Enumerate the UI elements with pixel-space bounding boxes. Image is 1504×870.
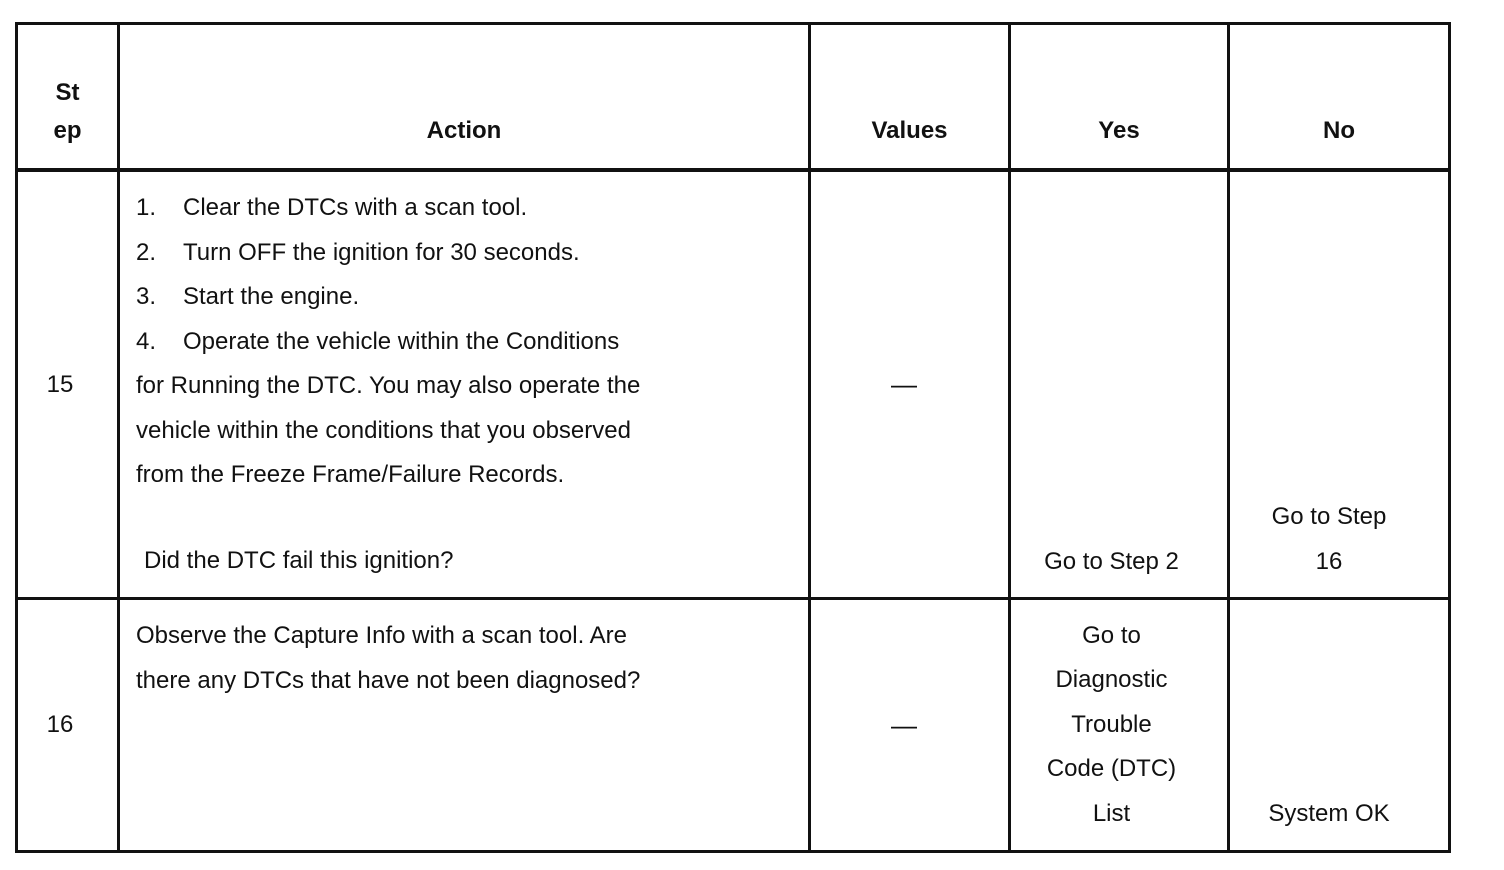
row-16-step xyxy=(18,600,102,850)
values-dash: — xyxy=(891,369,917,399)
row-16-action xyxy=(136,614,806,703)
list-item-number: 1. xyxy=(136,194,157,221)
row-16-step-number: 16 xyxy=(46,711,74,738)
action-line: there any DTCs that have not been diagnosed? xyxy=(136,666,641,694)
no-line: 16 xyxy=(1315,547,1343,575)
yes-line: Diagnostic xyxy=(1055,666,1168,693)
list-item-number: 4. xyxy=(136,327,157,355)
no-line: System OK xyxy=(1268,799,1390,827)
row-15-step xyxy=(18,172,102,597)
list-item-text: Clear the DTCs with a scan tool. xyxy=(183,194,528,221)
list-item-number: 2. xyxy=(136,238,157,266)
list-item xyxy=(136,275,806,320)
header-yes-label: Yes xyxy=(1098,117,1140,144)
header-step-line1: St xyxy=(55,79,80,106)
yes-line: Go to Step 2 xyxy=(1044,547,1179,575)
yes-line: Code (DTC) xyxy=(1046,755,1177,782)
no-line: Go to Step xyxy=(1271,503,1387,530)
row-15-no xyxy=(1230,172,1428,584)
values-dash: — xyxy=(891,709,917,740)
table-border-right xyxy=(1448,22,1451,853)
header-step-line2: ep xyxy=(53,117,82,144)
row-15-question xyxy=(144,539,804,584)
action-continuation-line: from the Freeze Frame/Failure Records. xyxy=(136,461,565,488)
action-line: Observe the Capture Info with a scan tool. Are xyxy=(136,622,627,649)
row-15-yes xyxy=(1011,172,1212,584)
question-text: Did the DTC fail this ignition? xyxy=(144,547,454,574)
list-item-text: Start the engine. xyxy=(183,283,360,310)
row-15-action xyxy=(136,186,806,498)
yes-line: Trouble xyxy=(1071,710,1152,738)
row-16-yes xyxy=(1011,600,1212,836)
list-item-text: Operate the vehicle within the Conditions xyxy=(183,327,620,355)
row-15-step-number: 15 xyxy=(46,370,74,398)
row-16-values xyxy=(811,600,997,850)
row-16-no xyxy=(1230,600,1428,836)
action-continuation-line: vehicle within the conditions that you observed xyxy=(136,416,631,444)
yes-line: Go to xyxy=(1082,621,1141,649)
yes-line: List xyxy=(1092,799,1131,827)
header-values xyxy=(811,25,1008,168)
header-no xyxy=(1230,25,1448,168)
header-action-label: Action xyxy=(426,117,502,144)
list-item xyxy=(136,231,806,276)
list-item xyxy=(136,186,806,231)
header-values-label: Values xyxy=(871,117,948,144)
header-step xyxy=(18,25,117,168)
header-action xyxy=(120,25,808,168)
action-continuation-line: for Running the DTC. You may also operate the xyxy=(136,372,641,399)
header-yes xyxy=(1011,25,1227,168)
list-item-text: Turn OFF the ignition for 30 seconds. xyxy=(183,238,580,266)
table-border-bottom xyxy=(15,850,1451,853)
list-item xyxy=(136,320,806,365)
header-no-label: No xyxy=(1323,117,1355,144)
list-item-number: 3. xyxy=(136,283,157,310)
row-15-values xyxy=(811,172,997,597)
